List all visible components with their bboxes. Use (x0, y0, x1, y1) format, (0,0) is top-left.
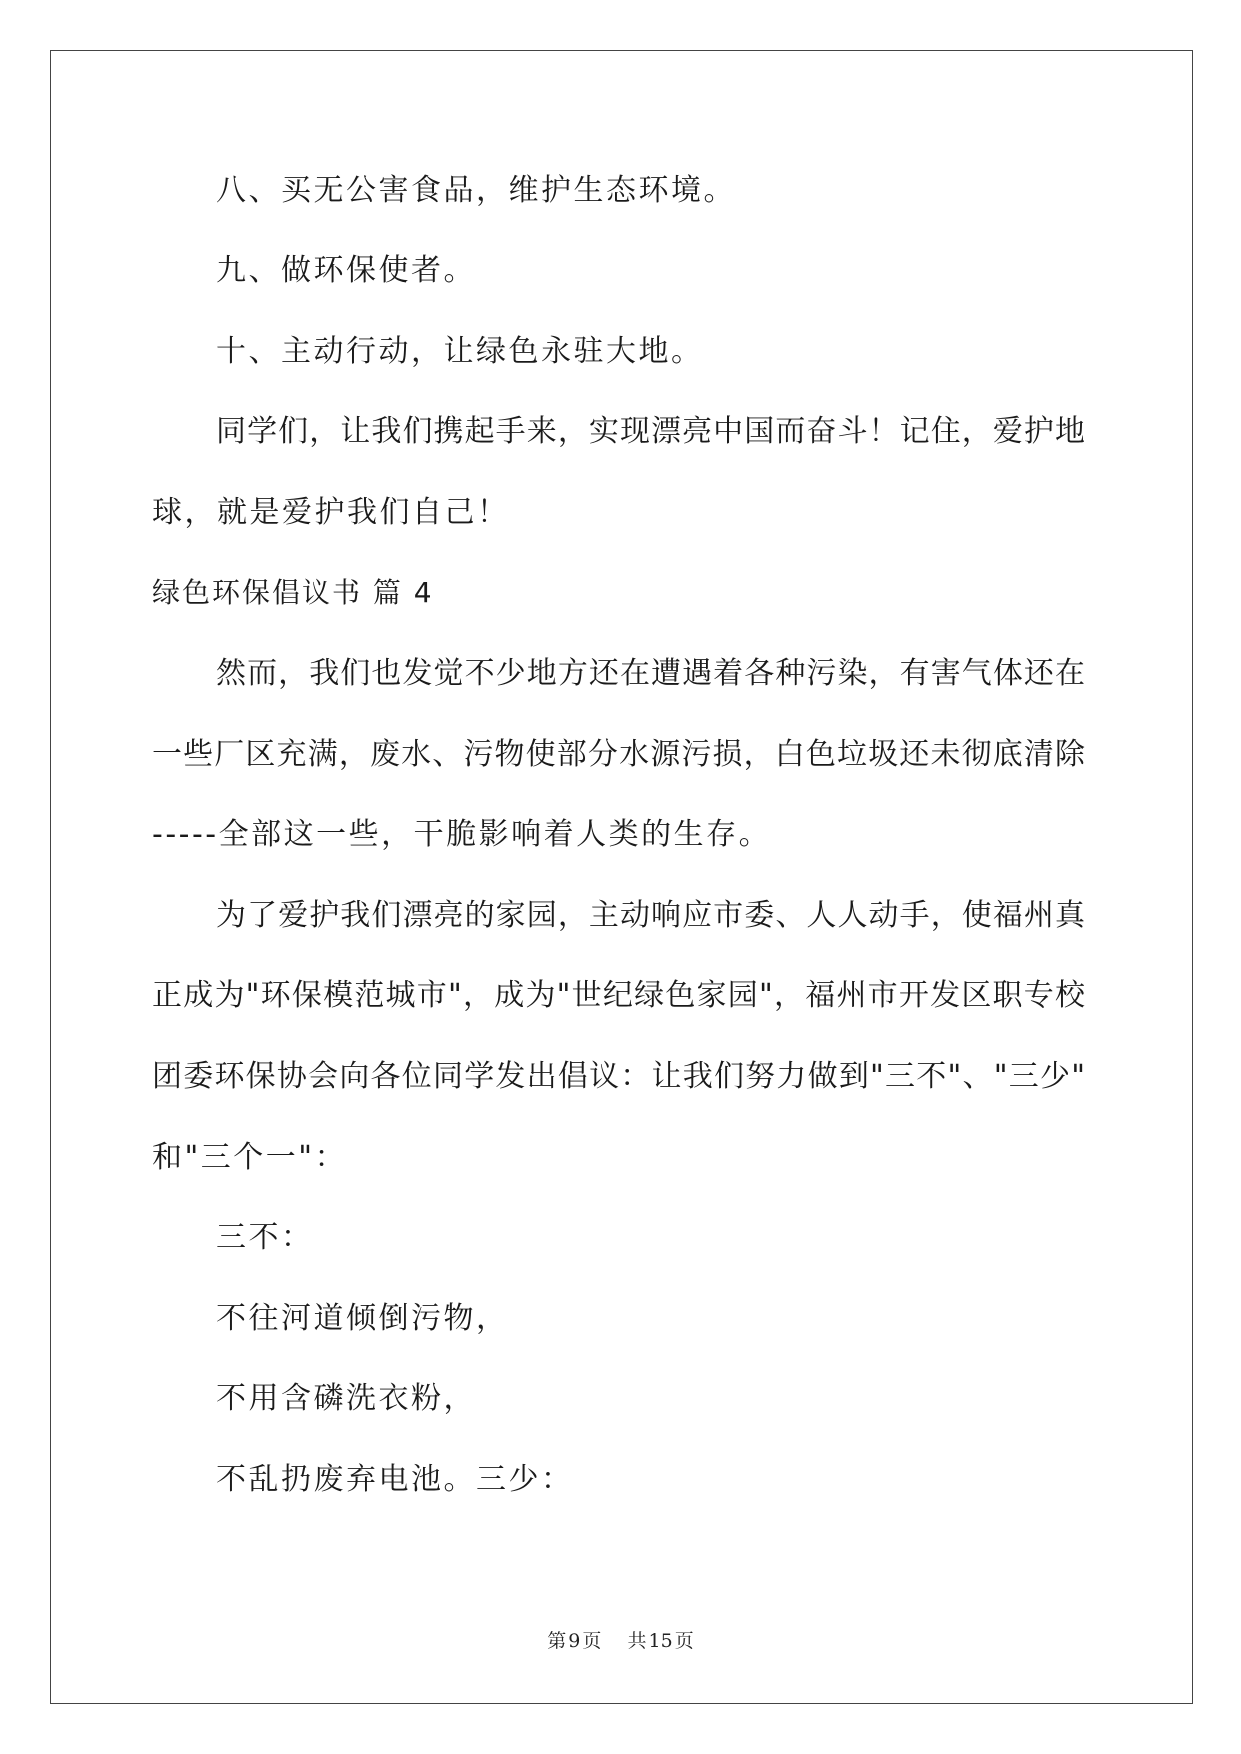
list-item: 不乱扔废弃电池。三少： (216, 1462, 574, 1497)
paragraph-line: 团委环保协会向各位同学发出倡议：让我们努力做到"三不"、"三少" (152, 1059, 1085, 1094)
total-prefix: 共 (627, 1630, 647, 1652)
paragraph-line: 同学们，让我们携起手来，实现漂亮中国而奋斗！记住，爱护地 (216, 414, 1085, 449)
list-item: 不往河道倾倒污物， (216, 1301, 509, 1336)
list-heading: 三不： (216, 1220, 314, 1255)
paragraph-line: 球，就是爱护我们自己！ (152, 495, 510, 530)
text-line-item-9: 九、做环保使者。 (216, 253, 476, 288)
paragraph-line: 正成为"环保模范城市"，成为"世纪绿色家园"，福州市开发区职专校 (152, 978, 1085, 1013)
text-line-item-8: 八、买无公害食品，维护生态环境。 (216, 173, 736, 208)
page-footer (0, 1626, 1241, 1653)
paragraph-line: -----全部这一些，干脆影响着人类的生存。 (152, 817, 772, 852)
page-suffix: 页 (582, 1630, 602, 1652)
section-heading: 绿色环保倡议书 篇 4 (152, 576, 434, 609)
list-item: 不用含磷洗衣粉， (216, 1381, 476, 1416)
text-line-item-10: 十、主动行动，让绿色永驻大地。 (216, 334, 704, 369)
page-prefix: 第 (547, 1630, 567, 1652)
paragraph-line: 和"三个一"： (152, 1140, 348, 1175)
page-number: 9 (568, 1630, 581, 1652)
paragraph-line: 一些厂区充满，废水、污物使部分水源污损，白色垃圾还未彻底清除 (152, 737, 1085, 772)
paragraph-line: 然而，我们也发觉不少地方还在遭遇着各种污染，有害气体还在 (216, 656, 1085, 691)
paragraph-line: 为了爱护我们漂亮的家园，主动响应市委、人人动手，使福州真 (216, 898, 1085, 933)
total-pages: 15 (648, 1630, 673, 1652)
page-border (50, 50, 1193, 1704)
total-suffix: 页 (674, 1630, 694, 1652)
